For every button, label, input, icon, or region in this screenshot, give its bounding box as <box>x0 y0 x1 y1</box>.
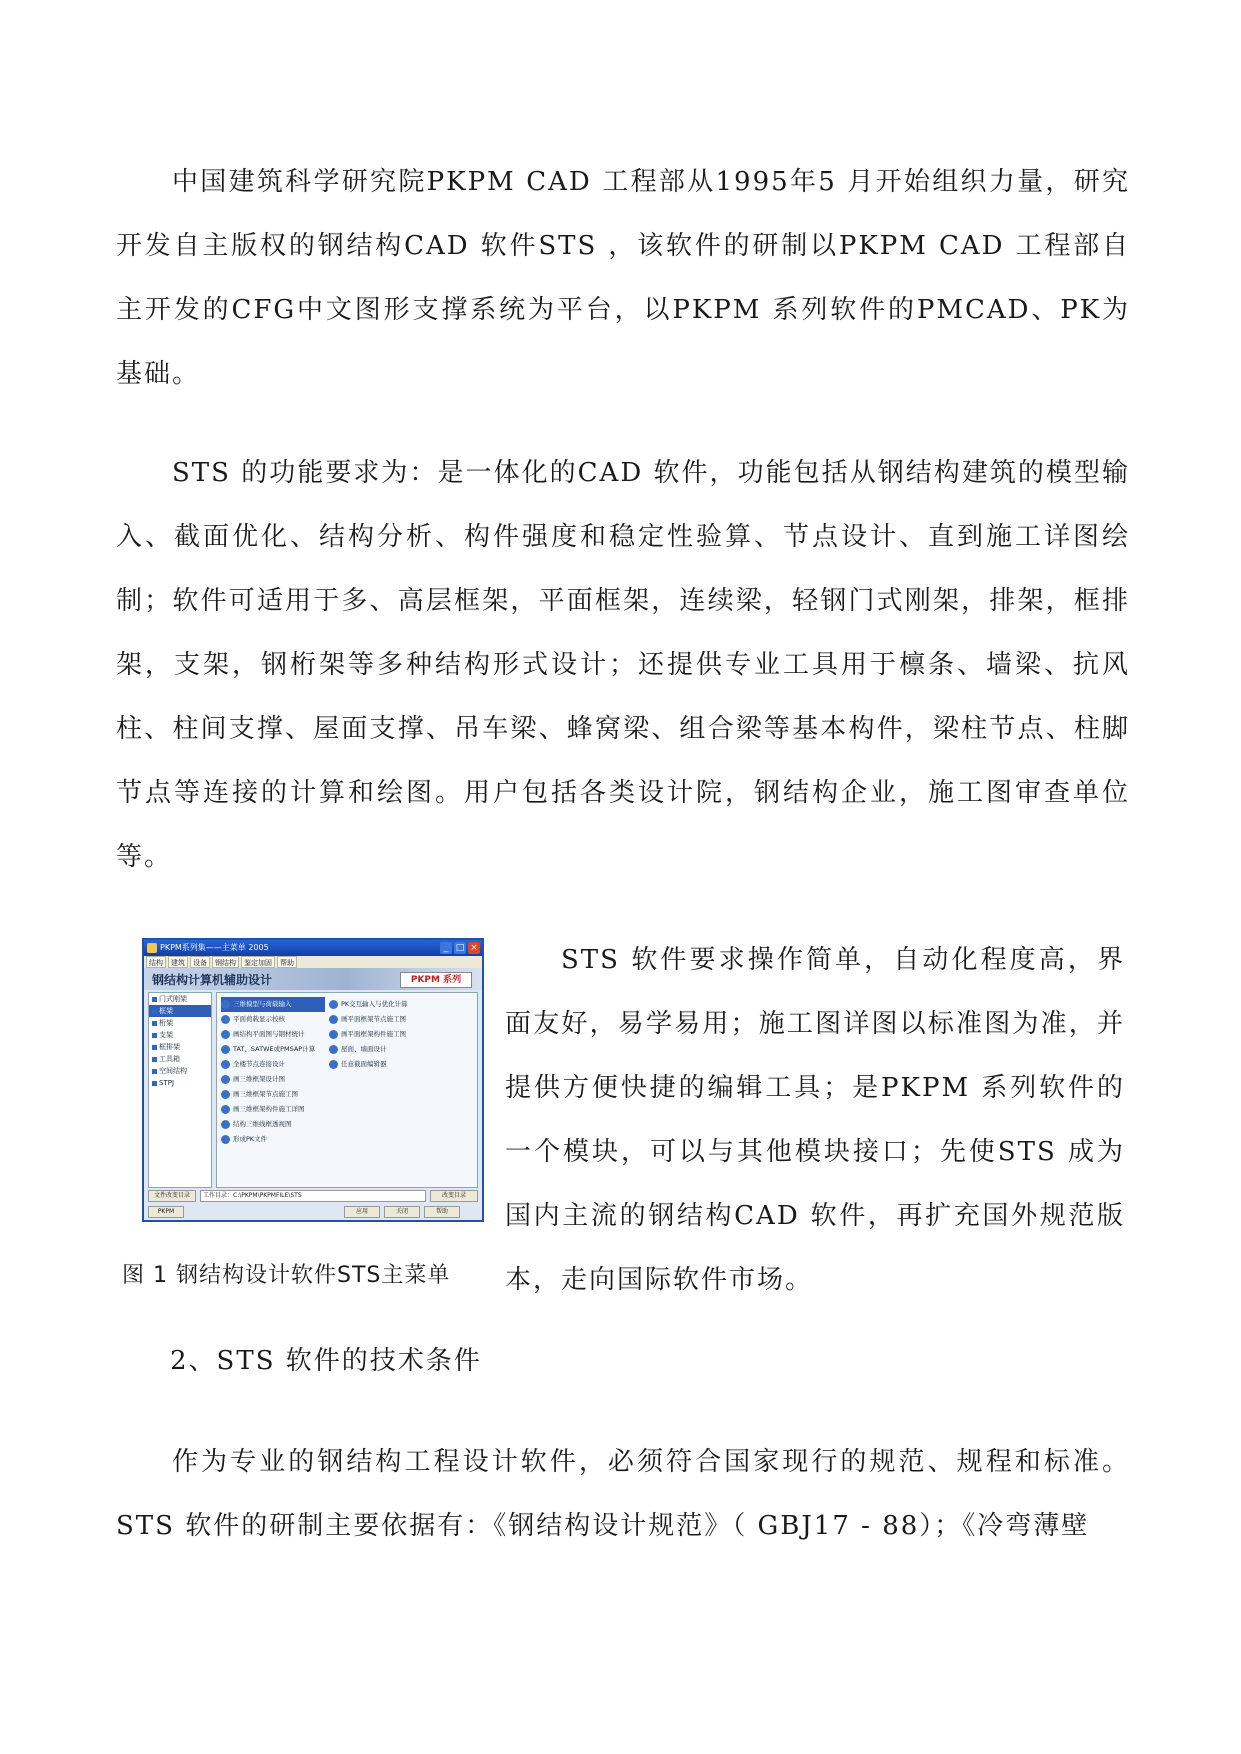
left-menu-item: 支架 <box>149 1029 211 1041</box>
left-menu-item: 门式刚架 <box>149 993 211 1005</box>
function-item: 画三维框架构件施工详图 <box>221 1102 325 1117</box>
requirements-paragraph: STS 的功能要求为：是一体化的CAD 软件，功能包括从钢结构建筑的模型输入、截面优化、结构分析、构件强度和稳定性验算、节点设计、直到施工详图绘制；软件可适用于多、高层框架，平面框架，连续梁，轻钢门式刚架，排架，框排架，支架，钢桁架等多种结构形式设计；还提供专业工具用于檩条、墙梁、抗风柱、柱间支撑、屋面支撑、吊车梁、蜂窝梁、组合梁等基本构件，梁柱节点、柱脚节点等连接的计算和绘图。用户包括各类设计院，钢结构企业，施工图审查单位等。 <box>116 458 1130 872</box>
standards-paragraph: 作为专业的钢结构工程设计软件，必须符合国家现行的规范、规程和标准。STS 软件的研制主要依据有：《钢结构设计规范》（ GBJ17 - 88）；《冷弯薄壁 <box>116 1447 1130 1541</box>
menu-bar <box>144 956 482 968</box>
function-item: 结构三维线框透视图 <box>221 1117 325 1132</box>
change-file-button: 文件改变目录 <box>148 1190 196 1202</box>
function-item: 屋面、墙面设计 <box>329 1042 429 1057</box>
maximize-icon: □ <box>455 943 465 953</box>
function-column-a <box>221 997 325 1147</box>
app-icon <box>147 943 157 953</box>
menu-item: 结构 <box>146 956 166 968</box>
work-directory-row <box>148 1190 478 1202</box>
section-heading: 2、STS 软件的技术条件 <box>170 1346 482 1376</box>
left-menu-item-active: 框架 <box>149 1005 211 1017</box>
figure-caption: 图 1 钢结构设计软件STS主菜单 <box>122 1263 451 1288</box>
function-item: TAT、SATWE或PMSAP计算 <box>221 1042 325 1057</box>
apply-button: 应用 <box>344 1206 380 1218</box>
function-column-b <box>329 997 429 1072</box>
banner-title: 钢结构计算机辅助设计 <box>152 973 273 987</box>
bottom-button-row <box>148 1206 478 1218</box>
menu-item: 设备 <box>190 956 210 968</box>
menu-item: 钢结构 <box>212 956 239 968</box>
pkpm-button: PKPM <box>148 1206 184 1218</box>
window-title-bar <box>144 940 482 956</box>
left-module-menu <box>148 992 212 1188</box>
function-item: 画结构平面图与钢材统计 <box>221 1027 325 1042</box>
left-menu-item: STPJ <box>149 1077 211 1089</box>
sts-main-menu-screenshot <box>142 938 484 1222</box>
function-item: 全楼节点连接设计 <box>221 1057 325 1072</box>
help-button: 帮助 <box>424 1206 460 1218</box>
function-item: 形成PK文件 <box>221 1132 325 1147</box>
left-menu-item: 空间结构 <box>149 1065 211 1077</box>
menu-item: 帮助 <box>277 956 297 968</box>
minimize-icon: _ <box>440 942 452 954</box>
window-title: PKPM系列集——主菜单 2005 <box>160 943 269 952</box>
function-panel <box>216 992 478 1188</box>
design-goals-paragraph: STS 软件要求操作简单，自动化程度高，界面友好，易学易用；施工图详图以标准图为准，并提供方便快捷的编辑工具；是PKPM 系列软件的一个模块，可以与其他模块接口；先使STS 成为国内主流的钢结构CAD 软件，再扩充国外规范版本，走向国际软件市场。 <box>505 945 1125 1295</box>
function-item: 画平面框架构件施工图 <box>329 1027 429 1042</box>
function-item: 平面荷载显示校核 <box>221 1012 325 1027</box>
left-menu-item: 框排架 <box>149 1041 211 1053</box>
figure-body <box>148 992 478 1188</box>
menu-item: 鉴定加固 <box>241 956 275 968</box>
left-menu-item: 桁架 <box>149 1017 211 1029</box>
close-button: 关闭 <box>384 1206 420 1218</box>
work-directory-field <box>200 1190 426 1202</box>
close-icon: × <box>468 942 480 954</box>
menu-item: 建筑 <box>168 956 188 968</box>
function-item: PK交互输入与优化计算 <box>329 997 429 1012</box>
function-item: 任意截面编辑器 <box>329 1057 429 1072</box>
pkpm-logo: PKPM 系列 <box>400 972 472 988</box>
function-item: 画三维框架设计图 <box>221 1072 325 1087</box>
work-directory-value: C:\PKPM\PKPMFILE\STS <box>233 1192 302 1199</box>
banner <box>144 968 482 990</box>
function-item-active: 三维模型与荷载输入 <box>221 997 325 1012</box>
function-item: 画三维框架节点施工图 <box>221 1087 325 1102</box>
intro-paragraph: 中国建筑科学研究院PKPM CAD 工程部从1995年5 月开始组织力量，研究开发自主版权的钢结构CAD 软件STS ，该软件的研制以PKPM CAD 工程部自主开发的CFG中文图形支撑系统为平台，以PKPM 系列软件的PMCAD、PK为基础。 <box>116 167 1130 389</box>
function-item: 画平面框架节点施工图 <box>329 1012 429 1027</box>
left-menu-item: 工具箱 <box>149 1053 211 1065</box>
change-directory-button: 改变目录 <box>430 1190 478 1202</box>
work-directory-label: 工作目录： <box>203 1192 234 1199</box>
